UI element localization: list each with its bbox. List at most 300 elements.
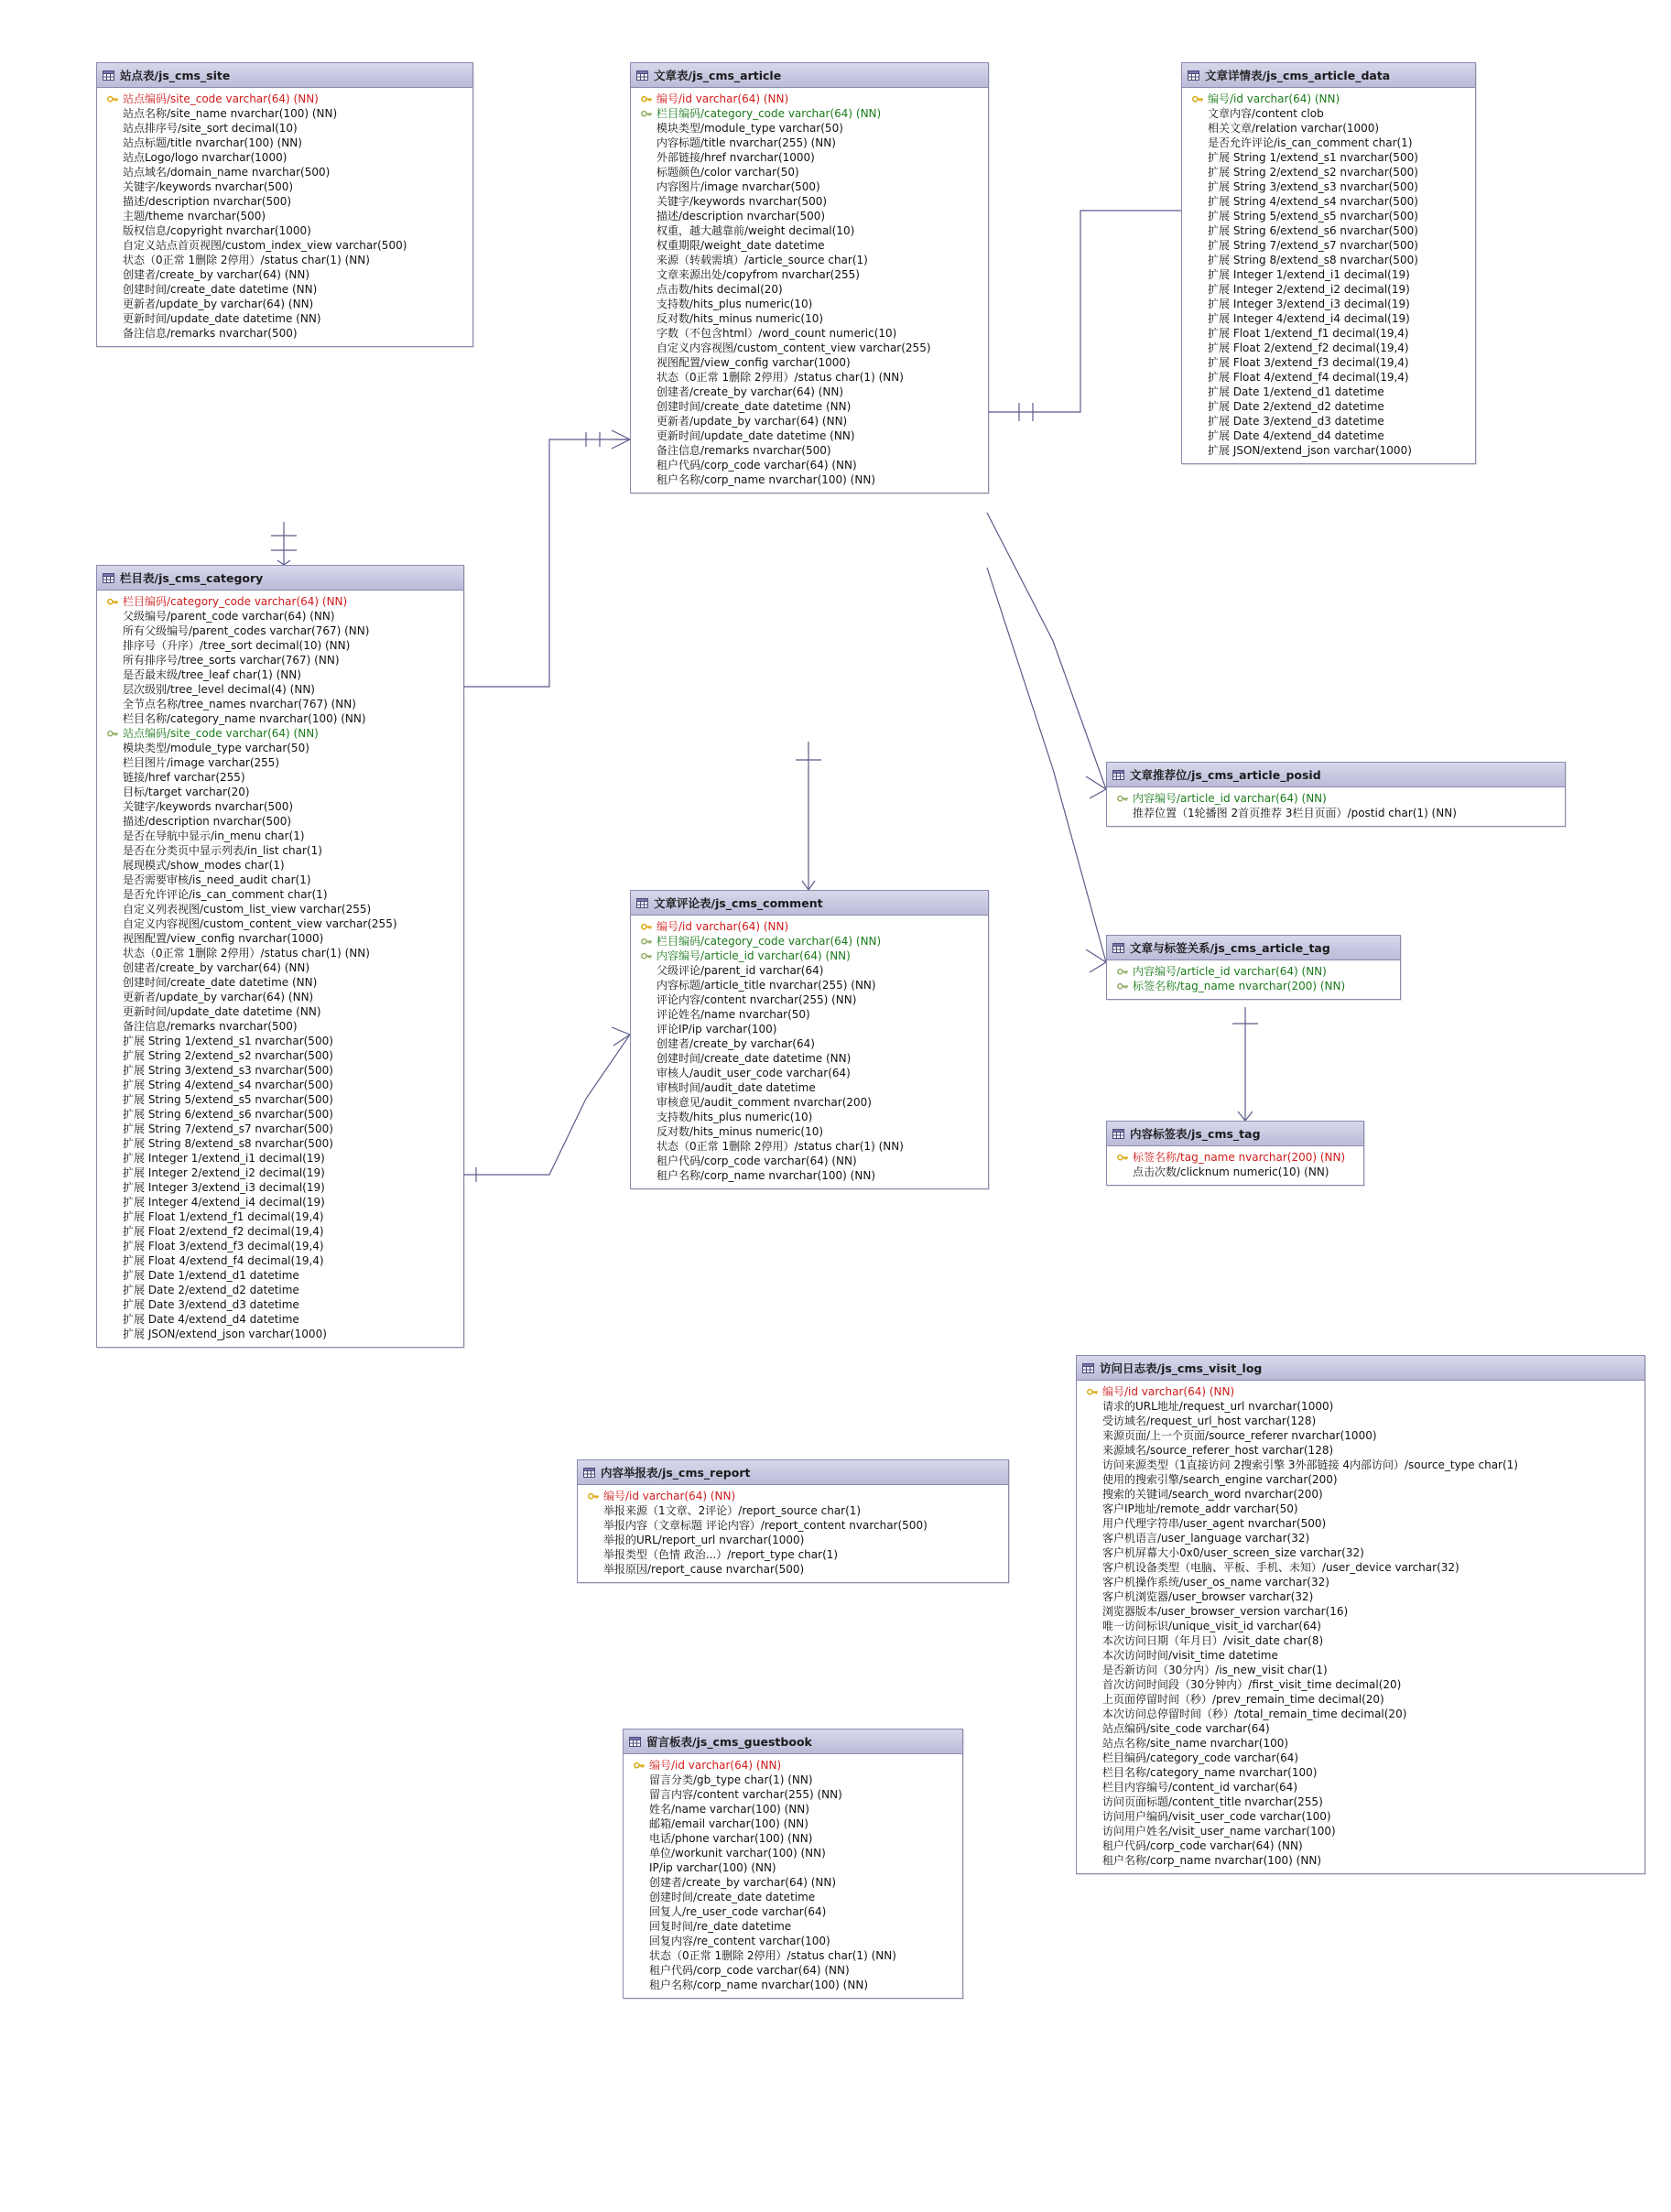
column-gutter xyxy=(103,1224,123,1239)
column-gutter xyxy=(103,1195,123,1209)
column-label: 反对数/hits_minus numeric(10) xyxy=(656,312,824,325)
table-icon xyxy=(636,898,648,908)
column-row xyxy=(101,136,469,150)
column-gutter xyxy=(636,223,656,238)
column-row xyxy=(1080,1560,1641,1575)
column-gutter xyxy=(1188,428,1208,443)
column-gutter xyxy=(103,741,123,755)
column-gutter xyxy=(636,209,656,223)
column-row xyxy=(581,1547,1004,1562)
column-label: 本次访问时间/visit_time datetime xyxy=(1102,1649,1278,1662)
table-icon xyxy=(103,70,114,81)
column-row xyxy=(635,238,984,253)
entity-header-category[interactable] xyxy=(97,566,463,591)
column-gutter xyxy=(103,916,123,931)
column-label: 描述/description nvarchar(500) xyxy=(656,210,826,222)
column-row xyxy=(1111,791,1561,806)
column-label: 租户名称/corp_name nvarchar(100) (NN) xyxy=(656,1169,875,1182)
column-row xyxy=(101,829,460,843)
entity-columns-tag xyxy=(1107,1146,1363,1185)
primary-key-icon xyxy=(636,92,656,106)
column-gutter xyxy=(103,121,123,136)
column-row xyxy=(635,949,984,963)
column-row xyxy=(101,194,469,209)
column-row xyxy=(101,1209,460,1224)
column-label: 租户代码/corp_code varchar(64) (NN) xyxy=(656,1155,857,1167)
column-row xyxy=(101,1239,460,1253)
entity-table-site[interactable] xyxy=(96,62,473,347)
column-label: 创建者/create_by varchar(64) (NN) xyxy=(123,268,310,281)
column-row xyxy=(101,1283,460,1297)
column-row xyxy=(581,1562,1004,1577)
column-gutter xyxy=(103,311,123,326)
entity-header-article_tag[interactable] xyxy=(1107,936,1400,960)
column-gutter xyxy=(103,623,123,638)
column-gutter xyxy=(636,399,656,414)
column-label: 支持数/hits_plus numeric(10) xyxy=(656,1111,813,1123)
column-row xyxy=(101,1180,460,1195)
column-gutter xyxy=(1082,1765,1102,1780)
column-gutter xyxy=(103,1268,123,1283)
column-row xyxy=(101,1078,460,1092)
column-label: 状态（0正常 1删除 2停用）/status char(1) (NN) xyxy=(649,1949,896,1962)
column-gutter xyxy=(1082,1545,1102,1560)
column-label: 客户IP地址/remote_addr varchar(50) xyxy=(1102,1502,1298,1515)
column-label: 栏目图片/image varchar(255) xyxy=(123,756,280,769)
entity-header-site[interactable] xyxy=(97,63,472,88)
column-gutter xyxy=(103,1092,123,1107)
entity-table-visit_log[interactable] xyxy=(1076,1355,1645,1874)
column-label: 扩展 String 1/extend_s1 nvarchar(500) xyxy=(1208,151,1418,164)
key-icon xyxy=(641,94,653,104)
column-label: 权重，越大越靠前/weight decimal(10) xyxy=(656,224,855,237)
column-row xyxy=(1080,1838,1641,1853)
column-gutter xyxy=(636,1036,656,1051)
key-icon xyxy=(1087,1387,1099,1397)
column-row xyxy=(101,1297,460,1312)
entity-header-article[interactable] xyxy=(631,63,988,88)
column-label: 站点编码/site_code varchar(64) (NN) xyxy=(123,92,319,105)
entity-header-article_posid[interactable] xyxy=(1107,763,1565,787)
column-row xyxy=(1080,1589,1641,1604)
column-label: 更新者/update_by varchar(64) (NN) xyxy=(123,298,314,310)
column-row xyxy=(1111,1150,1360,1165)
column-row xyxy=(101,1312,460,1327)
column-row xyxy=(635,1110,984,1124)
column-label: 扩展 Integer 1/extend_i1 decimal(19) xyxy=(1208,268,1410,281)
column-row xyxy=(1186,443,1471,458)
column-label: 扩展 String 1/extend_s1 nvarchar(500) xyxy=(123,1035,333,1047)
column-gutter xyxy=(103,106,123,121)
column-gutter xyxy=(103,946,123,960)
column-gutter xyxy=(636,978,656,992)
column-gutter xyxy=(1188,121,1208,136)
entity-title: 栏目表/js_cms_category xyxy=(120,571,264,585)
foreign-key-icon xyxy=(636,934,656,949)
column-row xyxy=(1111,979,1396,993)
column-label: 审核时间/audit_date datetime xyxy=(656,1081,816,1094)
column-gutter xyxy=(1082,1809,1102,1824)
column-label: 站点Logo/logo nvarchar(1000) xyxy=(123,151,288,164)
column-label: 扩展 String 4/extend_s4 nvarchar(500) xyxy=(123,1079,333,1091)
key-icon xyxy=(634,1761,646,1771)
column-row xyxy=(1080,1663,1641,1677)
entity-columns-category xyxy=(97,591,463,1347)
entity-header-comment[interactable] xyxy=(631,891,988,916)
column-row xyxy=(1186,297,1471,311)
column-row xyxy=(635,341,984,355)
column-label: 评论姓名/name nvarchar(50) xyxy=(656,1008,810,1021)
column-row xyxy=(101,946,460,960)
column-label: 站点编码/site_code varchar(64) xyxy=(1102,1722,1270,1735)
column-row xyxy=(1080,1780,1641,1795)
column-label: 内容编号/article_id varchar(64) (NN) xyxy=(1133,792,1327,805)
column-row xyxy=(635,282,984,297)
column-label: 文章内容/content clob xyxy=(1208,107,1324,120)
column-label: 关键字/keywords nvarchar(500) xyxy=(123,180,294,193)
column-label: 内容标题/title nvarchar(255) (NN) xyxy=(656,136,836,149)
column-row xyxy=(101,594,460,609)
column-row xyxy=(101,858,460,873)
column-gutter xyxy=(1082,1751,1102,1765)
column-label: 留言分类/gb_type char(1) (NN) xyxy=(649,1773,813,1786)
column-gutter xyxy=(103,1034,123,1048)
column-gutter xyxy=(103,238,123,253)
column-gutter xyxy=(636,1168,656,1183)
column-row xyxy=(1080,1795,1641,1809)
column-gutter xyxy=(103,609,123,623)
column-gutter xyxy=(636,1139,656,1154)
column-row xyxy=(101,960,460,975)
entity-header-guestbook[interactable] xyxy=(624,1729,962,1754)
column-row xyxy=(1186,282,1471,297)
column-label: 首次访问时间段（30分钟内）/first_visit_time decimal(20) xyxy=(1102,1678,1402,1691)
entity-columns-article_data xyxy=(1182,88,1475,463)
column-label: 扩展 Date 1/extend_d1 datetime xyxy=(1208,385,1384,398)
column-row xyxy=(635,1036,984,1051)
column-row xyxy=(101,887,460,902)
column-row xyxy=(1080,1677,1641,1692)
column-row xyxy=(1080,1443,1641,1458)
column-row xyxy=(627,1758,959,1773)
key-icon xyxy=(1117,967,1129,977)
column-row xyxy=(635,1139,984,1154)
column-row xyxy=(635,414,984,428)
primary-key-icon xyxy=(1188,92,1208,106)
column-row xyxy=(627,1787,959,1802)
foreign-key-icon xyxy=(1112,964,1133,979)
column-label: 支持数/hits_plus numeric(10) xyxy=(656,298,813,310)
column-gutter xyxy=(636,282,656,297)
column-row xyxy=(1080,1428,1641,1443)
column-row xyxy=(627,1963,959,1978)
primary-key-icon xyxy=(103,92,123,106)
column-gutter xyxy=(103,858,123,873)
column-row xyxy=(581,1533,1004,1547)
column-label: 扩展 Integer 2/extend_i2 decimal(19) xyxy=(1208,283,1410,296)
column-row xyxy=(1186,179,1471,194)
column-gutter xyxy=(629,1934,649,1948)
column-row xyxy=(635,428,984,443)
column-gutter xyxy=(1082,1531,1102,1545)
key-icon xyxy=(641,109,653,119)
column-row xyxy=(1186,106,1471,121)
column-label: 本次访问总停留时间（秒）/total_remain_time decimal(20) xyxy=(1102,1708,1407,1720)
key-icon xyxy=(107,94,119,104)
column-gutter xyxy=(636,472,656,487)
column-label: 目标/target varchar(20) xyxy=(123,786,250,798)
column-label: 扩展 Date 4/extend_d4 datetime xyxy=(123,1313,299,1326)
column-label: 是否允许评论/is_can_comment char(1) xyxy=(123,888,328,901)
entity-title: 文章推荐位/js_cms_article_posid xyxy=(1130,768,1321,782)
entity-columns-visit_log xyxy=(1077,1381,1644,1873)
column-label: 租户代码/corp_code varchar(64) (NN) xyxy=(656,459,857,472)
column-gutter xyxy=(103,1209,123,1224)
entity-table-article[interactable] xyxy=(630,62,989,493)
column-label: 扩展 String 3/extend_s3 nvarchar(500) xyxy=(123,1064,333,1077)
column-row xyxy=(627,1875,959,1890)
column-gutter xyxy=(103,267,123,282)
column-row xyxy=(1080,1853,1641,1868)
key-icon xyxy=(588,1491,600,1502)
column-row xyxy=(101,755,460,770)
column-label: 唯一访问标识/unique_visit_id varchar(64) xyxy=(1102,1620,1321,1632)
foreign-key-icon xyxy=(103,726,123,741)
column-gutter xyxy=(629,1860,649,1875)
column-row xyxy=(627,1773,959,1787)
column-row xyxy=(627,1816,959,1831)
column-label: 举报的URL/report_url nvarchar(1000) xyxy=(603,1534,805,1546)
key-icon xyxy=(1192,94,1204,104)
column-label: 举报内容（文章标题 评论内容）/report_content nvarchar(500) xyxy=(603,1519,928,1532)
column-gutter xyxy=(636,1124,656,1139)
column-gutter xyxy=(1188,311,1208,326)
column-label: 模块类型/module_type varchar(50) xyxy=(656,122,843,135)
column-gutter xyxy=(636,1095,656,1110)
column-label: 回复人/re_user_code varchar(64) xyxy=(649,1905,827,1918)
entity-table-tag[interactable] xyxy=(1106,1121,1364,1186)
column-row xyxy=(101,785,460,799)
column-row xyxy=(635,253,984,267)
column-label: 站点域名/domain_name nvarchar(500) xyxy=(123,166,331,179)
column-row xyxy=(101,902,460,916)
column-row xyxy=(101,697,460,711)
column-row xyxy=(101,990,460,1004)
column-gutter xyxy=(1082,1648,1102,1663)
column-row xyxy=(635,194,984,209)
column-gutter xyxy=(636,1022,656,1036)
column-label: 更新时间/update_date datetime (NN) xyxy=(123,1005,321,1018)
column-row xyxy=(1080,1531,1641,1545)
column-gutter xyxy=(636,963,656,978)
column-gutter xyxy=(1188,209,1208,223)
primary-key-icon xyxy=(629,1758,649,1773)
column-label: 描述/description nvarchar(500) xyxy=(123,815,292,828)
column-row xyxy=(101,975,460,990)
column-row xyxy=(101,209,469,223)
column-label: 扩展 Float 4/extend_f4 decimal(19,4) xyxy=(123,1254,324,1267)
column-label: 评论内容/content nvarchar(255) (NN) xyxy=(656,993,857,1006)
column-row xyxy=(101,1019,460,1034)
entity-header-report[interactable] xyxy=(578,1460,1008,1485)
column-label: 扩展 String 6/extend_s6 nvarchar(500) xyxy=(1208,224,1418,237)
table-icon xyxy=(1082,1363,1094,1373)
column-gutter xyxy=(1082,1853,1102,1868)
column-label: 扩展 JSON/extend_json varchar(1000) xyxy=(1208,444,1412,457)
entity-table-article_posid[interactable] xyxy=(1106,762,1566,827)
entity-table-guestbook[interactable] xyxy=(623,1729,963,1999)
column-gutter xyxy=(629,1904,649,1919)
column-gutter xyxy=(103,209,123,223)
entity-columns-article_posid xyxy=(1107,787,1565,826)
column-label: 客户机屏幕大小0x0/user_screen_size varchar(32) xyxy=(1102,1546,1364,1559)
entity-table-comment[interactable] xyxy=(630,890,989,1189)
column-row xyxy=(101,682,460,697)
column-row xyxy=(101,623,460,638)
column-row xyxy=(1186,150,1471,165)
column-label: 租户代码/corp_code varchar(64) (NN) xyxy=(649,1964,850,1977)
column-gutter xyxy=(1112,1165,1133,1179)
column-row xyxy=(635,443,984,458)
column-row xyxy=(635,1080,984,1095)
column-row xyxy=(635,385,984,399)
column-row xyxy=(1080,1414,1641,1428)
column-gutter xyxy=(103,653,123,667)
column-row xyxy=(101,121,469,136)
entity-table-category[interactable] xyxy=(96,565,464,1348)
column-gutter xyxy=(636,253,656,267)
column-row xyxy=(101,1136,460,1151)
column-gutter xyxy=(1188,179,1208,194)
column-row xyxy=(101,1224,460,1239)
column-label: 姓名/name varchar(100) (NN) xyxy=(649,1803,809,1816)
column-gutter xyxy=(1082,1707,1102,1721)
column-label: 相关文章/relation varchar(1000) xyxy=(1208,122,1380,135)
column-row xyxy=(101,238,469,253)
column-label: 编号/id varchar(64) (NN) xyxy=(656,920,789,933)
column-label: 访问用户编码/visit_user_code varchar(100) xyxy=(1102,1810,1331,1823)
column-row xyxy=(101,223,469,238)
primary-key-icon xyxy=(1082,1384,1102,1399)
column-label: 扩展 Integer 4/extend_i4 decimal(19) xyxy=(123,1196,325,1209)
column-gutter xyxy=(103,1063,123,1078)
column-gutter xyxy=(636,267,656,282)
column-gutter xyxy=(103,770,123,785)
column-gutter xyxy=(103,253,123,267)
column-label: 站点标题/title nvarchar(100) (NN) xyxy=(123,136,302,149)
column-label: 来源页面/上一个页面/source_referer nvarchar(1000) xyxy=(1102,1429,1377,1442)
column-label: 扩展 String 6/extend_s6 nvarchar(500) xyxy=(123,1108,333,1121)
column-row xyxy=(635,963,984,978)
column-gutter xyxy=(103,1312,123,1327)
entity-table-article_tag[interactable] xyxy=(1106,935,1401,1000)
column-row xyxy=(101,311,469,326)
column-gutter xyxy=(629,1831,649,1846)
column-gutter xyxy=(583,1503,603,1518)
column-row xyxy=(101,1107,460,1122)
column-label: 视图配置/view_config nvarchar(1000) xyxy=(123,932,324,945)
column-label: 扩展 String 5/extend_s5 nvarchar(500) xyxy=(123,1093,333,1106)
column-gutter xyxy=(1188,194,1208,209)
column-gutter xyxy=(629,1773,649,1787)
table-icon xyxy=(1112,1129,1124,1139)
column-row xyxy=(101,1063,460,1078)
column-row xyxy=(1080,1619,1641,1633)
column-label: 链接/href varchar(255) xyxy=(123,771,245,784)
entity-title: 站点表/js_cms_site xyxy=(120,69,231,82)
column-row xyxy=(635,399,984,414)
column-row xyxy=(1080,1736,1641,1751)
entity-columns-article_tag xyxy=(1107,960,1400,999)
column-row xyxy=(627,1919,959,1934)
entity-columns-article xyxy=(631,88,988,493)
column-row xyxy=(1186,341,1471,355)
column-label: 租户名称/corp_name nvarchar(100) (NN) xyxy=(656,473,875,486)
column-row xyxy=(101,931,460,946)
column-gutter xyxy=(636,150,656,165)
column-gutter xyxy=(1082,1838,1102,1853)
column-row xyxy=(635,121,984,136)
column-row xyxy=(1186,399,1471,414)
column-label: 单位/workunit varchar(100) (NN) xyxy=(649,1847,826,1860)
entity-header-visit_log[interactable] xyxy=(1077,1356,1644,1381)
column-row xyxy=(1186,223,1471,238)
entity-header-tag[interactable] xyxy=(1107,1122,1363,1146)
column-gutter xyxy=(636,458,656,472)
column-gutter xyxy=(103,1151,123,1166)
column-row xyxy=(101,92,469,106)
entity-table-article_data[interactable] xyxy=(1181,62,1476,464)
column-label: 所有父级编号/parent_codes varchar(767) (NN) xyxy=(123,624,370,637)
column-row xyxy=(101,1166,460,1180)
entity-header-article_data[interactable] xyxy=(1182,63,1475,88)
column-label: 扩展 String 4/extend_s4 nvarchar(500) xyxy=(1208,195,1418,208)
column-label: 扩展 String 8/extend_s8 nvarchar(500) xyxy=(1208,254,1418,266)
column-row xyxy=(1080,1487,1641,1502)
column-gutter xyxy=(629,1802,649,1816)
column-label: 扩展 String 8/extend_s8 nvarchar(500) xyxy=(123,1137,333,1150)
column-row xyxy=(627,1802,959,1816)
column-label: 扩展 Integer 4/extend_i4 decimal(19) xyxy=(1208,312,1410,325)
column-gutter xyxy=(103,179,123,194)
column-row xyxy=(635,1022,984,1036)
column-row xyxy=(1186,326,1471,341)
column-label: 浏览器版本/user_browser_version varchar(16) xyxy=(1102,1605,1349,1618)
column-row xyxy=(1080,1692,1641,1707)
column-label: 评论IP/ip varchar(100) xyxy=(656,1023,777,1036)
column-gutter xyxy=(103,1004,123,1019)
column-label: 权重期限/weight_date datetime xyxy=(656,239,825,252)
column-gutter xyxy=(1082,1575,1102,1589)
column-gutter xyxy=(103,697,123,711)
entity-title: 文章评论表/js_cms_comment xyxy=(654,896,823,910)
column-label: 扩展 Integer 1/extend_i1 decimal(19) xyxy=(123,1152,325,1165)
column-label: 栏目编码/category_code varchar(64) (NN) xyxy=(123,595,348,608)
column-row xyxy=(627,1890,959,1904)
column-gutter xyxy=(103,829,123,843)
column-label: 扩展 Float 1/extend_f1 decimal(19,4) xyxy=(1208,327,1409,340)
entity-table-report[interactable] xyxy=(577,1459,1009,1583)
column-label: 站点名称/site_name nvarchar(100) (NN) xyxy=(123,107,338,120)
column-row xyxy=(1111,1165,1360,1179)
column-gutter xyxy=(1188,223,1208,238)
column-label: 扩展 Date 3/extend_d3 datetime xyxy=(123,1298,299,1311)
column-label: 举报来源（1文章、2评论）/report_source char(1) xyxy=(603,1504,862,1517)
column-label: 举报原因/report_cause nvarchar(500) xyxy=(603,1563,805,1576)
column-row xyxy=(635,1168,984,1183)
key-icon xyxy=(1117,794,1129,804)
column-gutter xyxy=(636,165,656,179)
